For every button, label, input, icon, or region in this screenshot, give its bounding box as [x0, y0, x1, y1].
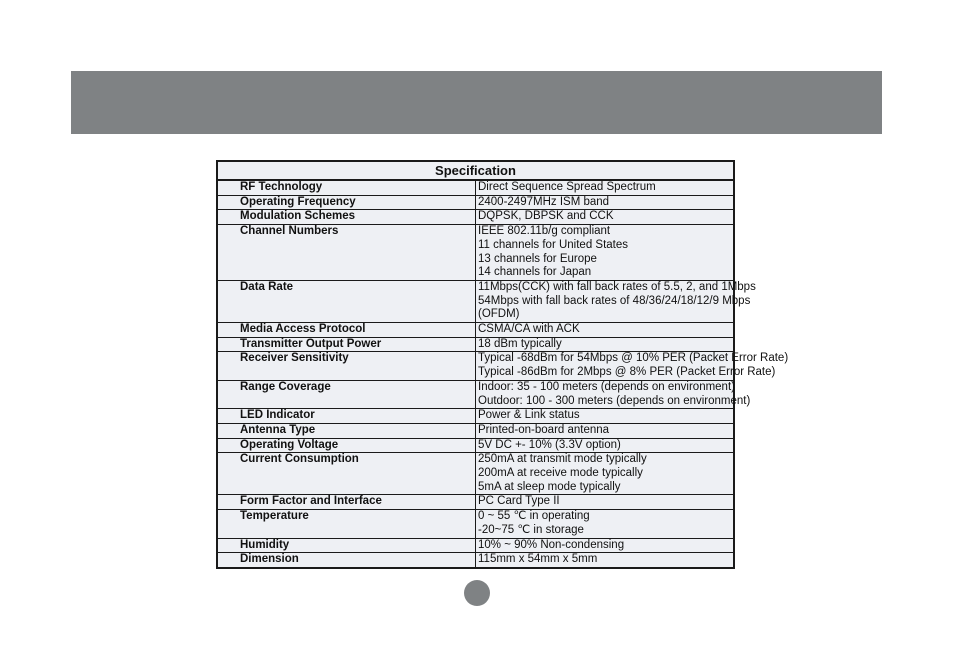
spec-label: Antenna Type — [217, 423, 476, 438]
spec-label: LED Indicator — [217, 409, 476, 424]
spec-label: Modulation Schemes — [217, 210, 476, 225]
spec-value-line: 250mA at transmit mode typically — [478, 453, 647, 466]
spec-label: Transmitter Output Power — [217, 337, 476, 352]
spec-value — [476, 423, 735, 438]
table-body — [217, 180, 789, 568]
spec-value-line: Power & Link status — [478, 409, 580, 422]
spec-value — [476, 352, 789, 380]
spec-value — [476, 409, 735, 424]
table-row — [217, 337, 734, 352]
header-band — [71, 71, 882, 134]
table-row — [217, 380, 734, 408]
spec-value-line: Outdoor: 100 - 300 meters (depends on environment) — [478, 394, 751, 407]
spec-label: Current Consumption — [217, 453, 476, 495]
spec-label: Operating Voltage — [217, 438, 476, 453]
spec-label: Humidity — [217, 538, 476, 553]
spec-value-line: 13 channels for Europe — [478, 252, 597, 265]
table-row — [217, 553, 734, 568]
table-row — [217, 409, 734, 424]
spec-value-line: CSMA/CA with ACK — [478, 323, 580, 336]
table-row — [217, 538, 734, 553]
table-row — [217, 323, 734, 338]
spec-value-line: (OFDM) — [478, 308, 520, 321]
spec-value-line: Indoor: 35 - 100 meters (depends on environment) — [478, 380, 735, 393]
spec-value-line: 5V DC +- 10% (3.3V option) — [478, 438, 621, 451]
spec-value-line: 2400-2497MHz ISM band — [478, 195, 610, 208]
spec-value-line: 18 dBm typically — [478, 337, 562, 350]
specification-table — [216, 160, 789, 569]
spec-value-line: Printed-on-board antenna — [478, 423, 610, 436]
spec-label: RF Technology — [217, 180, 476, 195]
spec-value-line: 200mA at receive mode typically — [478, 467, 643, 480]
table-title: Specification — [217, 161, 734, 180]
spec-value-line: 5mA at sleep mode typically — [478, 480, 621, 493]
table-row — [217, 352, 734, 380]
spec-value — [476, 323, 735, 338]
table-row — [217, 495, 734, 510]
table-row — [217, 225, 734, 281]
spec-label: Operating Frequency — [217, 195, 476, 210]
spec-value — [476, 510, 735, 538]
spec-value — [476, 538, 735, 553]
spec-label: Receiver Sensitivity — [217, 352, 476, 380]
spec-value-line: 11Mbps(CCK) with fall back rates of 5.5, 2, and 1Mbps — [478, 280, 756, 293]
spec-value-line: IEEE 802.11b/g compliant — [478, 225, 611, 238]
table-row — [217, 423, 734, 438]
spec-value-line: 115mm x 54mm x 5mm — [478, 553, 598, 566]
table-row — [217, 438, 734, 453]
table-header-row — [217, 161, 734, 180]
table-row — [217, 195, 734, 210]
spec-label: Media Access Protocol — [217, 323, 476, 338]
spec-value-line: 11 channels for United States — [478, 238, 629, 251]
spec-value — [476, 495, 735, 510]
spec-value-line: 54Mbps with fall back rates of 48/36/24/18/12/9 Mbps — [478, 294, 751, 307]
spec-value-line: Direct Sequence Spread Spectrum — [478, 181, 656, 193]
spec-value-line: -20~75 ℃ in storage — [478, 523, 584, 536]
spec-value — [476, 438, 735, 453]
table-row — [217, 280, 734, 322]
spec-value-line: Typical -86dBm for 2Mbps @ 8% PER (Packet Error Rate) — [478, 366, 776, 379]
spec-value-line: 14 channels for Japan — [478, 266, 592, 279]
table-row — [217, 510, 734, 538]
spec-value-line: Typical -68dBm for 54Mbps @ 10% PER (Packet Error Rate) — [478, 352, 789, 365]
page-number-dot — [464, 580, 490, 606]
spec-value — [476, 180, 735, 195]
spec-value — [476, 380, 751, 408]
spec-value — [476, 337, 735, 352]
spec-value-line: 10% ~ 90% Non-condensing — [478, 538, 625, 551]
spec-value — [476, 453, 735, 495]
spec-value — [476, 553, 735, 568]
spec-value-line: 0 ~ 55 ℃ in operating — [478, 510, 590, 523]
table-row — [217, 210, 734, 225]
spec-value — [476, 280, 756, 322]
spec-value — [476, 225, 735, 281]
table-row — [217, 180, 734, 195]
spec-value — [476, 210, 735, 225]
spec-label: Temperature — [217, 510, 476, 538]
spec-value — [476, 195, 735, 210]
spec-label: Dimension — [217, 553, 476, 568]
spec-label: Form Factor and Interface — [217, 495, 476, 510]
spec-label: Channel Numbers — [217, 225, 476, 281]
spec-value-line: PC Card Type II — [478, 495, 560, 508]
table-row — [217, 453, 734, 495]
spec-label: Range Coverage — [217, 380, 476, 408]
spec-value-line: DQPSK, DBPSK and CCK — [478, 210, 614, 223]
spec-label: Data Rate — [217, 280, 476, 322]
